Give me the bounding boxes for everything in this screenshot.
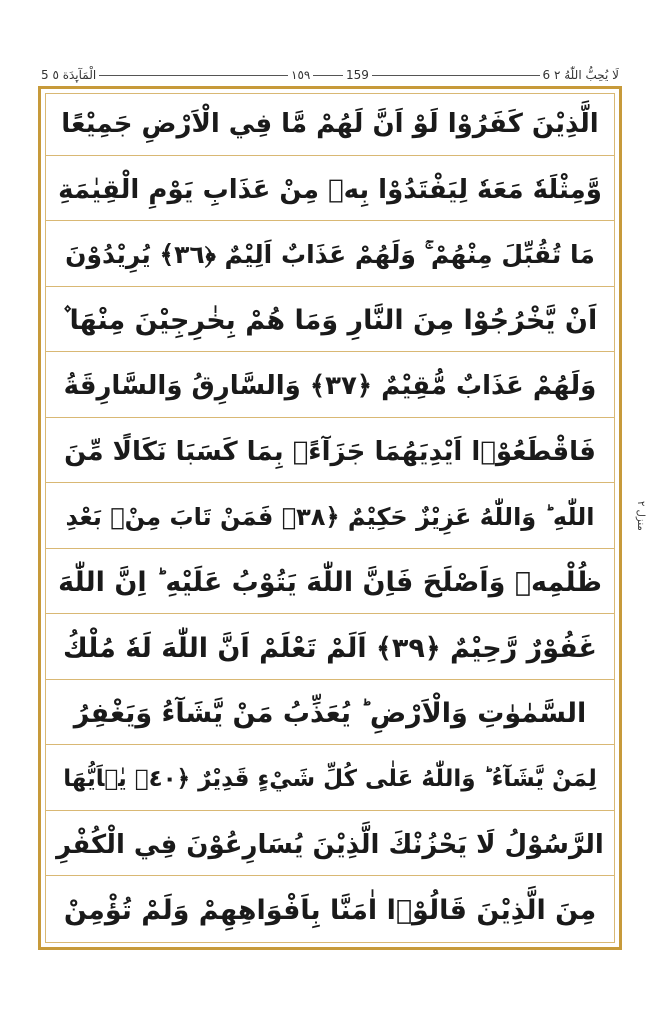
line-text: اللّٰهِ ؕ وَاللّٰهُ عَزِيْزٌ حَكِيْمٌ ﴿٣٨﴾ فَمَنْ تَابَ مِنْۢ بَعْدِ — [65, 503, 595, 532]
verse-line — [46, 422, 614, 484]
page-frame — [38, 86, 622, 950]
line-text: فَاقْطَعُوْۤا اَيْدِيَهُمَا جَزَآءًۢ بِمَا كَسَبَا نَكَالًا مِّنَ — [64, 436, 596, 467]
verse-line — [46, 815, 614, 877]
surah-marker: 5 الْمَآىِٕدَة ٥ — [38, 66, 99, 84]
page-header — [38, 66, 622, 84]
verse-line — [46, 553, 614, 615]
line-text: اَنْ يَّخْرُجُوْا مِنَ النَّارِ وَمَا هُمْ بِخٰرِجِيْنَ مِنْهَا ۫ — [62, 304, 598, 336]
line-text: وَّمِثْلَهٗ مَعَهٗ لِيَفْتَدُوْا بِهٖ مِنْ عَذَابِ يَوْمِ الْقِيٰمَةِ — [58, 174, 602, 205]
verse-line — [46, 618, 614, 680]
verse-line — [46, 94, 614, 156]
verse-line — [46, 880, 614, 942]
line-text: ظُلْمِهٖ وَاَصْلَحَ فَاِنَّ اللّٰهَ يَتُوْبُ عَلَيْهِ ؕ اِنَّ اللّٰهَ — [58, 567, 602, 599]
verse-line — [46, 356, 614, 418]
verse-line — [46, 160, 614, 222]
line-text: السَّمٰوٰتِ وَالْاَرْضِ ؕ يُعَذِّبُ مَنْ يَّشَآءُ وَيَغْفِرُ — [73, 698, 587, 730]
header-rule — [38, 75, 622, 76]
verse-line — [46, 291, 614, 353]
line-text: وَلَهُمْ عَذَابٌ مُّقِيْمٌ ﴿٣٧﴾ وَالسَّارِقُ وَالسَّارِقَةُ — [63, 371, 597, 402]
line-text: الرَّسُوْلُ لَا يَحْزُنْكَ الَّذِيْنَ يُسَارِعُوْنَ فِي الْكُفْرِ — [56, 829, 604, 860]
page-number: 159 — [343, 66, 372, 84]
juz-marker: 6 لَا يُحِبُّ اللّٰهُ ٢ — [540, 66, 622, 84]
verse-line — [46, 487, 614, 549]
line-text: لِمَنْ يَّشَآءُ ؕ وَاللّٰهُ عَلٰى كُلِّ شَيْءٍ قَدِيْرٌ ﴿٤٠﴾ يٰۤاَيُّهَا — [63, 766, 597, 793]
verse-line — [46, 749, 614, 811]
manzil-marker: منزل ٢ — [635, 501, 646, 531]
verse-line — [46, 684, 614, 746]
verse-line — [46, 225, 614, 287]
line-text: مَا تُقُبِّلَ مِنْهُمْ ۚ وَلَهُمْ عَذَابٌ اَلِيْمٌ ﴿٣٦﴾ يُرِيْدُوْنَ — [65, 240, 595, 270]
page-number-arabic: ١٥٩ — [288, 66, 313, 84]
line-text: مِنَ الَّذِيْنَ قَالُوْۤا اٰمَنَّا بِاَفْوَاهِهِمْ وَلَمْ تُؤْمِنْ — [63, 895, 597, 927]
line-text: الَّذِيْنَ كَفَرُوْا لَوْ اَنَّ لَهُمْ مَّا فِي الْاَرْضِ جَمِيْعًا — [61, 109, 599, 140]
line-text: غَفُوْرٌ رَّحِيْمٌ ﴿٣٩﴾ اَلَمْ تَعْلَمْ اَنَّ اللّٰهَ لَهٗ مُلْكُ — [63, 632, 597, 664]
text-area — [45, 93, 615, 943]
